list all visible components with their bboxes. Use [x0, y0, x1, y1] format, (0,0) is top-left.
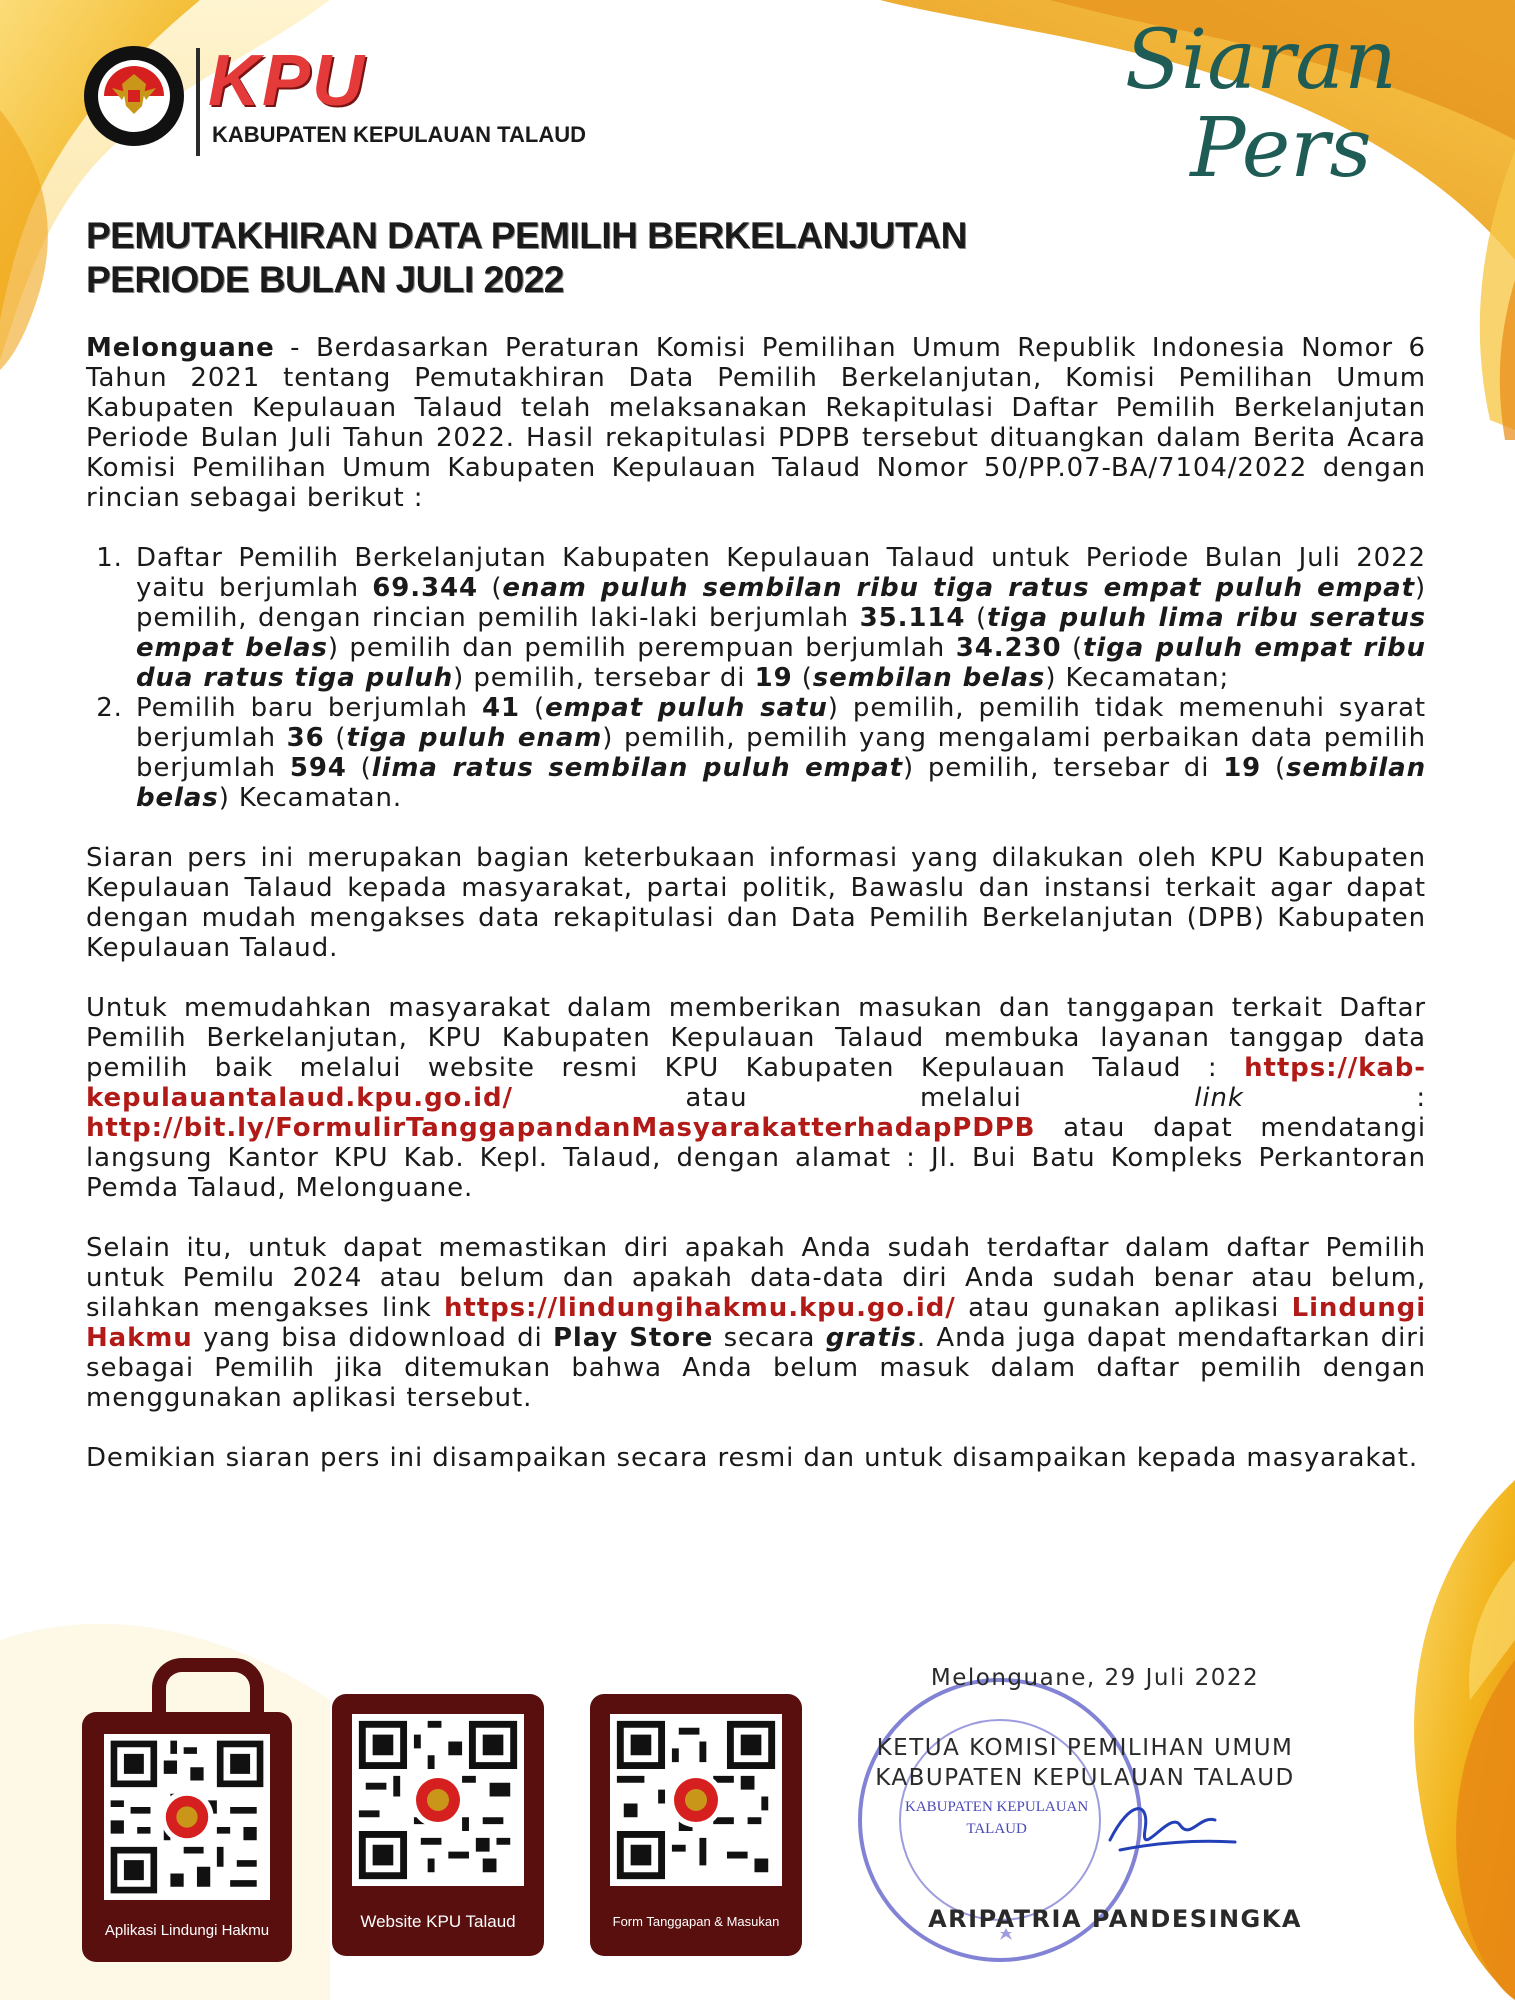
stamp-line-1: KABUPATEN KEPULAUAN — [905, 1799, 1089, 1815]
qr-card-website[interactable] — [332, 1694, 544, 1956]
qr-code-icon — [104, 1734, 270, 1900]
dateline-place: Melonguane — [86, 333, 275, 363]
title-line-2: KABUPATEN KEPULAUAN TALAUD — [875, 1765, 1295, 1791]
intro-text: - Berdasarkan Peraturan Komisi Pemilihan Umum Republik Indonesia Nomor 6 Tahun 2021 tentang Pemutakhiran Data Pemilih Berkelanjutan, Komisi Pemilihan Umum Kabupaten Kepulauan Talaud telah melaksanakan Rekapitulasi Daftar Pemilih Berkelanjutan Periode Bulan Juli Tahun 2022. Hasil rekapitulasi PDPB tersebut dituangkan dalam Berita Acara Komisi Pemilihan Umum Kabupaten Kepulauan Talaud Nomor 50/PP.07-BA/7104/2022 dengan rincian sebagai berikut : — [86, 333, 1426, 513]
place-date: Melonguane, 29 Juli 2022 — [930, 1665, 1260, 1691]
qr-caption: Aplikasi Lindungi Hakmu — [104, 1922, 270, 1939]
details-list — [86, 543, 1426, 813]
brand-kpu: KPU — [208, 41, 367, 121]
press-release-body — [86, 333, 1426, 1473]
lindungihakmu-link[interactable]: https://lindungihakmu.kpu.go.id/ — [444, 1293, 956, 1323]
siaran-pers-tag — [1124, 13, 1397, 196]
title-line-2: PERIODE BULAN JULI 2022 — [86, 259, 564, 300]
corrected-voters: 594 — [289, 753, 347, 783]
tag-line-1: Siaran — [1124, 13, 1397, 108]
paragraph-feedback: Untuk memudahkan masyarakat dalam memberikan masukan dan tanggapan terkait Daftar Pemilih Berkelanjutan, KPU Kabupaten Kepulauan Talaud membuka layanan tanggap data pemilih baik melalui website resmi KPU Kabupaten Kepulauan Talaud : https://kab-kepulauantalaud.kpu.go.id/ atau melalui link : http://bit.ly/FormulirTanggapandanMasyarakatterhadapPDPB atau dapat mendatangi langsung Kantor KPU Kab. Kepl. Talaud, dengan alamat : Jl. Bui Batu Kompleks Perkantoran Pemda Talaud, Melonguane. — [86, 993, 1426, 1203]
kpu-emblem-icon — [82, 44, 186, 148]
ineligible-voters: 36 — [286, 723, 325, 753]
qr-code-icon — [610, 1714, 782, 1886]
qr-code-icon — [352, 1714, 524, 1886]
male-voters: 35.114 — [859, 603, 966, 633]
paragraph-intro — [86, 333, 1426, 513]
female-voters: 34.230 — [955, 633, 1062, 663]
qr-card-feedback-form[interactable] — [590, 1694, 802, 1956]
total-voters: 69.344 — [372, 573, 479, 603]
paragraph-transparency: Siaran pers ini merupakan bagian keterbukaan informasi yang dilakukan oleh KPU Kabupaten Kepulauan Talaud kepada masyarakat, partai politik, Bawaslu dan instansi terkait agar dapat dengan mudah mengakses data rekapitulasi dan Data Pemilih Berkelanjutan (DPB) Kabupaten Kepulauan Talaud. — [86, 843, 1426, 963]
new-voters: 41 — [481, 693, 520, 723]
title-line-1: PEMUTAKHIRAN DATA PEMILIH BERKELANJUTAN — [86, 215, 967, 256]
official-name: ARIPATRIA PANDESINGKA — [928, 1905, 1302, 1933]
stamp-text — [905, 1796, 1088, 1840]
official-title — [805, 1733, 1365, 1793]
qr-caption: Form Tanggapan & Masukan — [612, 1914, 780, 1929]
page-title — [86, 214, 1186, 302]
form-link[interactable]: http://bit.ly/FormulirTanggapandanMasyarakatterhadapPDPB — [86, 1113, 1036, 1143]
website-link[interactable]: https://kab-kepulauantalaud.kpu.go.id/ — [86, 1053, 1426, 1113]
title-line-1: KETUA KOMISI PEMILIHAN UMUM — [876, 1735, 1294, 1761]
brand-region: KABUPATEN KEPULAUAN TALAUD — [212, 122, 586, 147]
stamp-line-2: TALAUD — [966, 1821, 1027, 1837]
list-item: 2. Pemilih baru berjumlah 41 (empat puluh satu) pemilih, pemilih tidak memenuhi syarat berjumlah 36 (tiga puluh enam) pemilih, pemilih yang mengalami perbaikan data pemilih berjumlah 594 (lima ratus sembilan puluh empat) pemilih, tersebar di 19 (sembilan belas) Kecamatan. — [132, 693, 1426, 813]
app-name: Lindungi Hakmu — [86, 1293, 1426, 1353]
handwritten-signature-icon — [1100, 1780, 1240, 1880]
qr-caption: Website KPU Talaud — [360, 1912, 516, 1931]
paragraph-closing: Demikian siaran pers ini disampaikan secara resmi dan untuk disampaikan kepada masyarakat. — [86, 1443, 1418, 1473]
paragraph-check-registration: Selain itu, untuk dapat memastikan diri apakah Anda sudah terdaftar dalam daftar Pemilih untuk Pemilu 2024 atau belum dan apakah data-data diri Anda sudah benar atau belum, silahkan mengakses link https://lindungihakmu.kpu.go.id/ atau gunakan aplikasi Lindungi Hakmu yang bisa didownload di Play Store secara gratis. Anda juga dapat mendaftarkan diri sebagai Pemilih jika ditemukan bahwa Anda belum masuk dalam daftar pemilih dengan menggunakan aplikasi tersebut. — [86, 1233, 1427, 1413]
logo-divider — [196, 48, 200, 156]
list-item: 1. Daftar Pemilih Berkelanjutan Kabupaten Kepulauan Talaud untuk Periode Bulan Juli 2022 yaitu berjumlah 69.344 (enam puluh sembilan ribu tiga ratus empat puluh empat) pemilih, dengan rincian pemilih laki-laki berjumlah 35.114 (tiga puluh lima ribu seratus empat belas) pemilih dan pemilih perempuan berjumlah 34.230 (tiga puluh empat ribu dua ratus tiga puluh) pemilih, tersebar di 19 (sembilan belas) Kecamatan; — [132, 543, 1426, 693]
qr-card-lindungi-hakmu[interactable] — [82, 1712, 292, 1962]
tag-line-2: Pers — [1190, 101, 1372, 196]
